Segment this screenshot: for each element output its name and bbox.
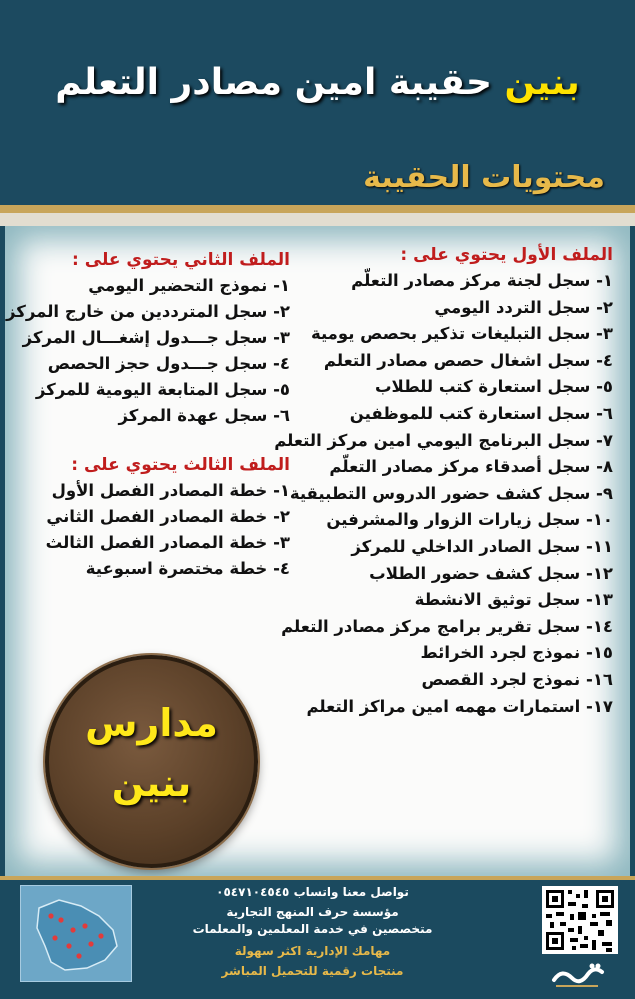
list-item: ٥- سجل المتابعة اليومية للمركز — [35, 380, 290, 399]
list-item: ١٦- نموذج لجرد القصص — [421, 669, 613, 689]
list-item: ٢- سجل التردد اليومي — [434, 297, 613, 317]
list-item: ٤- سجل جـــدول حجز الحصص — [47, 354, 290, 373]
footer-tagline: منتجات رقمية للتحميل المباشر — [221, 964, 404, 978]
page-title — [0, 62, 635, 103]
list-item: ٤- خطة مختصرة اسبوعية — [85, 559, 290, 578]
divider — [0, 205, 635, 213]
list-item: ١- نموذج التحضير اليومي — [88, 276, 290, 295]
list-item: ٤- سجل اشغال حصص مصادر التعلم — [323, 350, 613, 370]
list-item: ٥- سجل استعارة كتب للطلاب — [374, 377, 613, 397]
footer-tagline: مهامك الإدارية اكثر سهولة — [234, 944, 391, 958]
list-item: ١- سجل لجنة مركز مصادر التعلّم — [351, 271, 613, 290]
list-item: ٣- سجل جـــدول إشغـــال المركز — [22, 328, 290, 347]
list-item: ٢- سجل المترددين من خارج المركز — [6, 302, 290, 321]
list-item: ٣- خطة المصادر الفصل الثالث — [45, 533, 290, 552]
file2-heading: الملف الثاني يحتوي على : — [72, 250, 290, 270]
list-item: ٧- سجل البرنامج اليومي امين مركز التعلم — [274, 430, 613, 450]
list-item: ٦- سجل استعارة كتب للموظفين — [349, 403, 613, 423]
badge-line1: مدارس — [85, 701, 218, 745]
list-item: ٢- خطة المصادر الفصل الثاني — [46, 507, 290, 526]
list-item: ١٣- سجل توثيق الانشطة — [414, 590, 613, 610]
list-item: ١١- سجل الصادر الداخلي للمركز — [351, 536, 613, 556]
file2-list — [6, 250, 290, 429]
footer-contact: تواصل معنا واتساب ٠٥٤٧١٠٤٥٤٥ — [216, 885, 409, 899]
file1-heading: الملف الأول يحتوي على : — [400, 245, 613, 265]
footer-specialty: متخصصين في خدمة المعلمين والمعلمات — [192, 922, 433, 936]
list-item: ١٠- سجل زيارات الزوار والمشرفين — [326, 510, 613, 530]
list-item: ٨- سجل أصدقاء مركز مصادر التعلّم — [329, 457, 613, 477]
file3-list — [46, 455, 290, 582]
list-item: ١٧- استمارات مهمه امين مراكز التعلم — [306, 696, 613, 716]
list-item: ٩- سجل كشف حضور الدروس التطبيقية — [289, 483, 613, 503]
file3-heading: الملف الثالث يحتوي على : — [71, 455, 290, 475]
badge-line2: بنين — [111, 761, 192, 805]
divider — [0, 213, 635, 226]
file1-list — [274, 245, 613, 720]
list-item: ١- خطة المصادر الفصل الأول — [51, 481, 290, 500]
title-highlight: بنين — [504, 62, 580, 103]
title-rest: حقيبة امين مصادر التعلم — [55, 62, 492, 103]
page-subtitle: محتويات الحقيبة — [363, 160, 605, 195]
schools-badge — [45, 655, 258, 868]
footer-company: مؤسسة حرف المنهج التجارية — [226, 905, 399, 919]
list-item: ١٥- نموذج لجرد الخرائط — [420, 643, 613, 663]
list-item: ١٢- سجل كشف حضور الطلاب — [369, 563, 613, 583]
list-item: ٣- سجل التبليغات تذكير بحصص يومية — [310, 324, 613, 344]
list-item: ٦- سجل عهدة المركز — [118, 406, 290, 425]
list-item: ١٤- سجل تقرير برامج مركز مصادر التعلم — [281, 616, 613, 636]
